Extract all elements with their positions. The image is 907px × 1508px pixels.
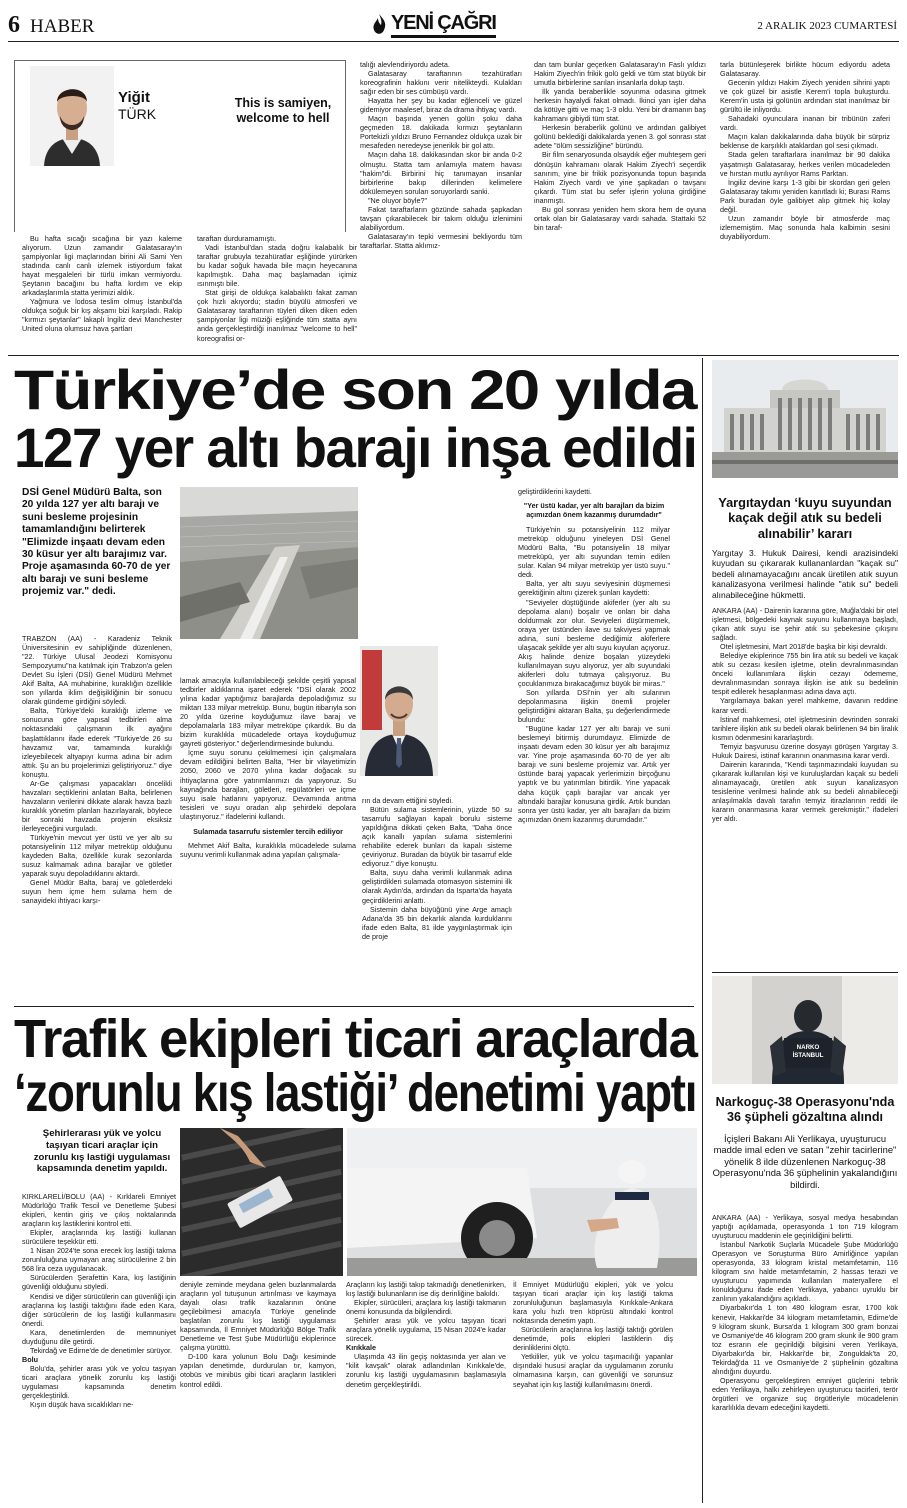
- paragraph: Temyiz başvurusu üzerine dosyayı görüşen Yargıtay 3. Hukuk Dairesi, istinaf kararının onanmasına karar verdi.: [712, 741, 898, 760]
- author-photo: [30, 66, 114, 166]
- side1-headline: Yargıtaydan ‘kuyu suyundan kaçak değil atık su bedeli alınabilir’ kararı: [718, 495, 892, 541]
- story1-col-3: [362, 796, 512, 1002]
- paragraph: Kışın düşük hava sıcaklıkları ne-: [30, 1400, 134, 1410]
- paragraph: Balta, suyu daha verimli kullanmak adına geliştirdikleri sulamada otomasyon sistemini ilk olarak Aydın'da, ardından da Isparta'da hayata geçirdiklerini anlattı.: [362, 868, 512, 905]
- paragraph: Maçın kalan dakikalarında daha büyük bir sürpriz beklense de karşılıklı ataklardan gol sesi çıkmadı.: [720, 132, 890, 151]
- paragraph: Genel Müdür Balta, baraj ve göletlerdeki suyun hem içme hem sulama hem de sanayideki ihtiyacı karşı-: [22, 878, 172, 906]
- story1-col-1: [22, 634, 172, 1002]
- paragraph: Hayatta her şey bu kadar eğlenceli ve güzel gidemiyor maalesef, biraz da drama ihtiyaç vardı.: [360, 96, 522, 115]
- paragraph: Yargılamaya bakan yerel mahkeme, davanın reddine karar verdi.: [712, 696, 898, 715]
- story2-col-2: [180, 1280, 336, 1503]
- paragraph: taraftarı durduramamıştı.: [197, 234, 277, 243]
- author-first-name: Yiğit: [118, 89, 150, 106]
- paragraph: D-100 kara yolunun Bolu Dağı kesiminde yapılan denetimde, durdurulan tır, kamyon, otobüs ve minibüs gibi ticari araçların lastikleri kontrol edildi.: [180, 1352, 336, 1389]
- author-last-name: TÜRK: [118, 106, 157, 122]
- paragraph: İngiliz devine karşı 1-3 gibi bir skordan geri gelen Galatasaray takımı yeniden kanıtladı ki; Burası Rams Park buradan öyle galibiyet alıp gitmek hiç kolay değil.: [720, 177, 890, 214]
- story2-spot: Şehirlerarası yük ve yolcu taşıyan ticari araçlar için zorunlu kış lastiği uygulaması kapsamında denetim yapıldı.: [33, 1128, 171, 1175]
- page-number: 6: [8, 12, 20, 38]
- paragraph: Kara, denetimlerden de memnuniyet duyduğunu dile getirdi.: [22, 1327, 176, 1346]
- side-vertical-rule: [702, 358, 703, 1503]
- paragraph: Herkesin beraberlik golünü ve ardından galibiyet golünü beklediği dakikalarda yenen 3. gol sonrası stat adete "ölüm sessizliğine" büründü.: [534, 123, 706, 151]
- paragraph: Sahadaki oyunculara inanan bir tribünün zaferi vardı.: [720, 114, 890, 133]
- paragraph: Sistemin daha büyüğünü yine Arge amaçlı Adana'da 35 bin dekarlık alanda kurduklarını ifade eden Balta, 81 ilde yaygınlaştırmak için de proje: [362, 904, 512, 941]
- side2-police-photo: [712, 976, 898, 1084]
- story2-col-4: [513, 1280, 673, 1503]
- paragraph: Stada gelen taraftarlara inanılmaz bir 90 dakika yaşatmıştı Galatasaray, herkes verilen mücadeleden ve hırstan mutlu ayrılıyor Rams Parktan.: [720, 150, 890, 178]
- paragraph: 1 Nisan 2024'te sona erecek kış lastiği takma zorunluluğuna uymayan araç sürücülerine 2 bin 568 lira ceza uygulanacak.: [22, 1246, 176, 1274]
- paragraph: KIRKLARELİ/BOLU (AA) - Kırklareli Emniyet Müdürlüğü Trafik Tescil ve Denetleme Şubesi ekipleri, kentin giriş ve çıkış noktalarında araçların kış lastiklerini kontrol etti.: [22, 1192, 176, 1229]
- column-col-5: [720, 60, 890, 352]
- paragraph: Bolu'da, şehirler arası yük ve yolcu taşıyan ticari araçlara yönelik zorunlu kış lastiği uygulaması kapsamında denetim gerçekleştirildi.: [22, 1363, 176, 1401]
- paragraph: Bir film senaryosunda olsaydık eğer muhteşem geri dönüşün kahramanı olarak Hakim Ziyech'i seçerdik sanırım, yine bir frikik pozisyonunda topun başında Hakim Ziyech vardı ve yine şapkadan o tavşanı çıkardı. Tüm stat bu sefer işlerin yoluna girdiğine inanmıştı.: [534, 150, 706, 205]
- paragraph: Otel işletmesini, Mart 2018'de başka bir kişi devraldı.: [720, 642, 888, 652]
- paragraph: Operasyonu gerçekleştiren emniyet güçlerini tebrik eden Yerlikaya, halkı zehirleyen uyuşturucu tacirleri, terör örgütleri ve organize suç örgütleriyle mücadelenin kararlılıkla devam edeceğini kaydetti.: [712, 1375, 898, 1412]
- story1-subhead-1: Sulamada tasarrufu sistemler tercih ediliyor: [193, 826, 343, 836]
- paragraph: lamak amacıyla kullanılabileceği şekilde çeşitli yapısal tedbirler aldıklarına işaret ederek "DSİ olarak 2002 yılına kadar yaptığımız barajlarda depoladığımız su miktarı 133 milyar metreküp. Bunu, bugün itibarıyla son 20 yılda üzerine koyduğumuz ilave baraj ve depolamalarla 183 milyar metreküpe çıkardık. Bu da bizim kuraklıkla mücadelede ortaya koyduğumuz gayreti gösteriyor." değerlendirmesinde bulundu.: [180, 676, 356, 749]
- paragraph: talığı alevlendiriyordu adeta.: [360, 60, 450, 69]
- logo-text: YENİ ÇAĞRI: [391, 12, 496, 38]
- paragraph: Ulaşımda 43 ilin geçiş noktasında yer alan ve "kilit kavşak" olarak adlandırılan Kırıkkale'de, zorunlu kış lastiği uygulamasının başlamasıyla denetim gerçekleştirildi.: [346, 1352, 506, 1389]
- paragraph: Uzun zamandır böyle bir atmosferde maç izlememiştim. Maç sonunda hala kalbimin sesini duyabiliyordum.: [720, 213, 890, 241]
- paragraph: Balta, Türkiye'deki kuraklığı izleme ve sonucuna göre yapısal tedbirleri alma noktasındaki çalışmanın ilk ayağını başlattıklarını ifade ederek "Türkiye'de 26 su havzamız var, tamamında kuraklığı izleyebilecek altyapıyı kurma adına bir adım attık. Şu an bu projelerimizi geliştiriyoruz." diye konuştu.: [22, 706, 172, 779]
- side1-spot: Yargıtay 3. Hukuk Dairesi, kendi arazisindeki kuyudan su çıkararak kullananlardan "kaçak su" bedeli alınamayacağını ancak üretilen atık suyun kanalizasyona verilmesi halinde "atık su" bedeli alınabileceğine hükmetti.: [712, 548, 898, 600]
- paragraph: Araçların kış lastiği takıp takmadığı denetlenirken, kış lastiği bulunanların ise diş derinliğine bakıldı.: [346, 1280, 506, 1299]
- column-col-3: [360, 60, 522, 352]
- paragraph: Maçın başında yenen golün şoku daha geçmeden 18. dakikada kırmızı şeytanların Portekizli yıldızı Bruno Fernandez oldukça uzak bir mesafeden neredeyse jenerikik bir gol attı.: [360, 114, 522, 151]
- column-title: This is samiyen, welcome to hell: [234, 96, 332, 125]
- paragraph: Yağmura ve lodosa teslim olmuş İstanbul'da oldukça soğuk bir kış akşamı bizi karşıladı. Rakip "kırmızı şeytanlar" lakaplı İngiliz devi Manchester United oluna olumsuz hava şartları: [22, 297, 182, 334]
- paragraph: Maçın daha 18. dakikasından skor bir anda 0-2 olmuştu. Statta tam anlamıyla matem havası "hakim"di. Birbirini hiç tanımayan insanlar birbirlerine bakıp dillerinden kelimelere dökülemeyen soruları soruyorlardı sanki.: [360, 150, 522, 196]
- paragraph: İlk yarıda beraberlikle soyunma odasına gitmek herkesin hayalydi fakat olmadı. İkinci yarı işler daha da kötüye gitti ve maç 1-3 oldu. Yeni bir dramanın baş kahramanı gibiydi tüm stat.: [534, 87, 706, 124]
- paragraph: Sürücülerden Şerafettin Kara, kış lastiğinin güvenliği olduğunu söyledi.: [22, 1273, 176, 1292]
- story2-headline-line1: Trafik ekipleri ticari araçlarda: [14, 1009, 697, 1069]
- paragraph: İstinaf mahkemesi, otel işletmesinin devrinden sonraki tarihlere ilişkin atık su bedeli olarak belirlenen 94 bin liralık kısmın ödenmesini kararlaştırdı.: [712, 714, 898, 742]
- section-divider: [8, 355, 899, 356]
- paragraph: Mehmet Akif Balta, kuraklıkla mücadelede sulama suyunu verimli kullanmak adına yapılan çalışmala-: [180, 840, 356, 859]
- paragraph: Galatasaray'ın tepki vermesini bekliyordu tüm taraftarlar. Statta aklımız-: [360, 231, 522, 250]
- paragraph: Balta, yer altı suyu seviyesinin düşmemesi gerektiğinin altını çizerek şunları kaydetti:: [518, 579, 670, 598]
- side2-body: [712, 1213, 898, 1503]
- masthead-rule: [8, 41, 899, 42]
- paragraph: dan tam bunlar geçerken Galatasaray'ın Faslı yıldızı Hakim Ziyech'in frikik golü geldi ve tüm stat büyük bir umutla birbirlerine sarılan insanlarla dolup taştı.: [534, 60, 706, 88]
- side2-spot: İçişleri Bakanı Ali Yerlikaya, uyuşturucu madde imal eden ve satan "zehir tacirlerine" yönelik 8 ilde düzenlenen Narkoguç-38 Operasyonu'nda 36 şüphelinin yakalandığını bildirdi.: [712, 1133, 898, 1190]
- story1-spot: DSİ Genel Müdürü Balta, son 20 yılda 127 yer altı barajı ve suni besleme projesinin tamamlandığını belirterek "Elimizde inşaatı devam eden 30 küsur yer altı barajımız var. Proje aşamasında 60-70 de yer altı barajı ve suni besleme projemiz var." dedi.: [22, 487, 171, 598]
- paragraph: Dairenin kararında, "Kendi taşınmazındaki kuyudan su çıkararak kullanılan kişi ve kuruluşlardan kaçak su bedeli alınamayacağı, üretilen atık suyun kanalizasyon tesislerine verilmesi halinde atık su bedeli alınabileceği anlaşılmakla davalı tarafın temyiz itirazlarının reddi ile kararın onanmasına karar vermek gerekmiştir." ifadeleri yer aldı.: [712, 759, 898, 824]
- paragraph: Bütün sulama sistemlerinin, yüzde 50 su tasarrufu sağlayan kapalı borulu sisteme yapıldığına dikkati çeken Balta, "Daha önce açık kanallı yapılan sulama sistemlerini rehabilite ederek bunları da kapalı sisteme çeviriyoruz. Buradan da büyük bir tasarruf elde ediyoruz." diye konuştu.: [362, 805, 512, 869]
- paragraph: Bu hafta sıcağı sıcağına bir yazı kaleme alıyorum. Uzun zamandır Galatasaray'ın şampiyonlar ligi maçlarından birini Ali Sami Yen stadında canlı canlı izlemek istiyordum fakat hayat meşgaleleri bir türlü imkan vermiyordu. Şeytanın bacağını bu hafta kırdım ve ekip arkadaşlarımla statta yerimizi aldık.: [22, 234, 182, 298]
- story1-col-2: [180, 676, 356, 1002]
- story1-headline-line1: Türkiye’de son 20 yılda: [14, 358, 696, 421]
- issue-date: 2 ARALIK 2023 CUMARTESİ: [757, 20, 897, 32]
- story2-tire-gauge-photo: [180, 1128, 343, 1276]
- paragraph: Yetkililer, yük ve yolcu taşımacılığı yapanlar dışındaki hususi araçlar da uygulamanın zorunlu olmamasına karşın, can güvenliği ve sorunsuz seyahat için kış lastiği kullanılmasını önerdi.: [513, 1352, 673, 1389]
- paragraph: Türkiye'nin mevcut yer üstü ve yer altı su potansiyelinin 112 milyar metreküp olduğunu kaydeden Balta, özellikle kurak sezonlarda susuz kalmamak adına barajlar ve göletler yaparak suyu depoladıklarını aktardı.: [22, 833, 172, 879]
- paragraph: "Ne oluyor böyle?": [368, 195, 428, 205]
- story1-col-4: [518, 487, 670, 1002]
- story1-portrait-photo: [360, 646, 438, 776]
- side2-vest-label: NARKO İSTANBUL: [792, 1044, 824, 1059]
- paragraph: Ekipler, sürücüleri, araçlara kış lastiği takmanın önemi konusunda da bilgilendirdi.: [346, 1298, 506, 1317]
- story2-subhead-kirikkale: Kırıkkale: [346, 1343, 376, 1353]
- paragraph: Galatasaray taraftarının tezahüratları koreografinin hakkını verir nitelikteydi. Kulakları sağır eden bir ses cümbüşü vardı.: [360, 69, 522, 97]
- side1-body: [712, 606, 898, 978]
- paragraph: deniyle zeminde meydana gelen buzlanmalarda araçların yol tutuşunun artırılması ve kaymaya dayalı olası trafik kazalarının önüne geçilebilmesi amacıyla Türkiye genelinde başlatılan zorunlu kış lastiği uygulaması kapsamında, İl Emniyet Müdürlüğü Bölge Trafik Denetleme ve Test Şube Müdürlüğü ekiplerince çalışma yürüttü.: [180, 1280, 336, 1353]
- paragraph: "Seviyeler düştüğünde akiferler (yer altı su depolama alanı) boşalır ve onları bir daha doldurmak zor olur. Seviyeleri düşürmemek, oraya yer üstünden ilave su takviyesi yapmak adına, suni besleme dediğimiz akiferlere ulaşacak şekilde yer altı suyu kuyuları açıyoruz. Akış halinde denize boşalan yüzeydeki kullanılmayan suyu alıyoruz, yer altı suyundaki akiferleri dolu tutmaya çalışıyoruz. Bu çocuklarımıza bırakacağımız büyük bir miras.": [518, 597, 670, 688]
- paragraph: Kendisi ve diğer sürücülerin can güvenliği için araçlarına kış lastiği taktığını ifade eden Kara, diğer sürücülerin de kış lastiği kullanmasını önerdi.: [22, 1291, 176, 1328]
- paragraph: Stat girişi de oldukça kalabalıktı fakat zaman çok hızlı akıyordu; stadın büyülü atmosferi ve Galatasaray taraftarının tüyleri diken diken eden şampiyonlar ligi müziği eşliğinde tüm statta aynı anda gerçekleştirdiği inanılmaz "welcome to hell" koreografisi or-: [197, 288, 357, 343]
- side2-headline: Narkoguç-38 Operasyonu'nda 36 şüpheli gözaltına alındı: [715, 1095, 895, 1125]
- paragraph: Vadi İstanbul'dan stada doğru kalabalık bir taraftar grubuyla tezahüratlar eşliğinde yürürken bu kadar soğuk havada bile maçın heyecanına kapılmıştık. Daha maç başlamadan içimiz ısınmıştı bile.: [197, 243, 357, 289]
- paragraph: İstanbul Narkotik Suçlarla Mücadele Şube Müdürlüğü Operasyon ve Soruşturma Büro Amirliğince yapılan operasyonda, 33 kilogram kristal metamfetamin, 116 kilogram sıvı halde metamfetamin, 2 hassas terazi ve uyuşturucu yapımında kullanılan materyallere el konulduğunu ifade eden Yerlikaya, yabancı uyruklu bir zanlının yakalandığını açıkladı.: [712, 1240, 898, 1304]
- paragraph: ANKARA (AA) - Yerlikaya, sosyal medya hesabından yaptığı açıklamada, operasyonda 1 ton 719 kilogram uyuşturucu maddenin ele geçirildiğini belirtti.: [712, 1213, 898, 1241]
- paragraph: Fakat taraftarların gözünde sahada şapkadan tavşan çıkarabilecek bir takım olduğu izlenimini alabiliyordum.: [360, 204, 522, 232]
- story1-aerial-photo: [180, 487, 358, 639]
- paragraph: rın da devam ettiğini söyledi.: [362, 796, 454, 805]
- paragraph: tarla bütünleşerek birlikte hücum ediyordu adeta Galatasaray.: [720, 60, 890, 79]
- column-col-4: [534, 60, 706, 352]
- paragraph: Diyarbakır'da 1 ton 480 kilogram esrar, 1700 kök kenevir, Hakkari'de 34 kilogram metamfetamin, Edirne'de 9 kilogram skunk, Bursa'da 1 kilogram 300 gram bonzai ve Osmaniye'de 46 kilogram 200 gram skunk ile 900 gram toz esrarın ele geçirildiği bilgisini veren Yerlikaya, Diyarbakır'da bir, Hakkari'de bir, Zonguldak'ta 20, Tekirdağ'da 11 ve Osmaniye'de 2 şüphelinin gözaltına alındığını duyurdu.: [712, 1303, 898, 1376]
- paragraph: İçme suyu sorunu çekilmemesi için çalışmalara devam edildiğini belirten Balta, "Her bir vilayetimizin 2050, 2060 ve 2070 yılına kadar doğacak su ihtiyaçlarına göre yatırımlarımızı da yapıyoruz. Su kaynağında barajları, göletleri, regülatörleri ve içme suyu isale hatlarını yapıyoruz. Devamında arıtma tesisleri ve suyu oradan alıp şehirdeki depolara ulaştırıyoruz." ifadelerini kullandı.: [180, 748, 356, 821]
- logo-flame-icon: [369, 13, 389, 37]
- section-name: HABER: [30, 16, 95, 37]
- column-col-2: [197, 234, 357, 352]
- paragraph: Sürücülerin araçlarına kış lastiği taktığı görülen denetimde, polis ekipleri lastiklerin diş derinliklerini ölçtü.: [513, 1325, 673, 1353]
- story1-headline-line2: 127 yer altı barajı inşa edildi: [14, 416, 697, 479]
- paragraph: geliştirdiklerini kaydetti.: [518, 487, 592, 496]
- paragraph: "Bugüne kadar 127 yer altı barajı ve suni beslemeyi bitirmiş durumdayız. Elimizde de inşaatı devam eden 30 küsur yer altı barajımız var. Yine proje aşamasında 60-70 de yer altı barajı ve suni besleme projemiz var. Artık yer üstünde baraj yapacak yerlerimizin birçoğunu yaptık ve bu yatırımları bitirdik. Yine yapacak daha küçük çaplı barajlar var ancak yer altındaki barajlar konusuna girdik. Artık bundan sonra yer üstü kadar, yer altı barajları da bizim açımızdan önem kazanmış durumdadır.": [518, 724, 670, 824]
- story2-col-3: [346, 1280, 506, 1503]
- paragraph: Bu gol sonrası yeniden hem skora hem de oyuna ortak olan bir Galatasaray vardı sahada. Stattaki 52 bin taraf-: [534, 204, 706, 232]
- paragraph: Belediye ekiplerince 755 bin lira atık su bedeli ve kaçak atık su cezası kesilen işletme, otelin devralınmasından önceki kullanımlara ilişkin cezayı ödememe, devralınmasından sonraya ilişkin ise atık su bedelinin tespit edilerek hesaplanması adına dava açtı.: [712, 651, 898, 697]
- story2-officer-photo: [347, 1128, 697, 1276]
- paragraph: Gecenin yıldızı Hakim Ziyech yeniden sihrini yaptı ve çok güzel bir asistle Kerem'i topla buluşturdu. Kerem'in usta işi golünün ardından stat inanılmaz bir gürültü ile inliyordu.: [720, 78, 890, 115]
- paragraph: Tekirdağ ve Edirne'de de denetimler sürüyor.: [30, 1345, 173, 1355]
- story1-subhead-2: "Yer üstü kadar, yer altı barajları da bizim açımızdan önem kazanmış durumdadır": [523, 501, 665, 520]
- paragraph: Türkiye'nin su potansiyelinin 112 milyar metreküp olduğunu yineleyen DSİ Genel Müdürü Balta, "Bu potansiyelin 18 milyar metreküpü, yer altı suyundan temin edilen sular. Kalan 94 milyar metreküp yer üstü suyu." dedi.: [518, 525, 670, 580]
- paragraph: Ekipler, araçlarında kış lastiği kullanan sürücülere teşekkür etti.: [22, 1228, 176, 1247]
- paragraph: Şehirler arası yük ve yolcu taşıyan ticari araçlara yönelik uygulama, 15 Nisan 2024'e kadar sürecek.: [346, 1316, 506, 1344]
- logo: [369, 12, 519, 38]
- story2-headline-line2: ‘zorunlu kış lastiği’ denetimi yaptı: [14, 1063, 697, 1123]
- paragraph: ANKARA (AA) - Dairenin kararına göre, Muğla'daki bir otel işletmesi, bölgedeki kaynak suyunu kullanmaya başladı, çıkan atık suyu ise şehir atık su şebekesine çıkışını sağladı.: [712, 606, 898, 643]
- column-col-1: [22, 234, 182, 352]
- section-divider: [14, 1006, 694, 1007]
- section-divider: [712, 972, 898, 973]
- story2-subhead-bolu: Bolu: [22, 1354, 38, 1364]
- paragraph: Ar-Ge çalışması yapacakları öncelikli havzaları seçtiklerini anlatan Balta, belirlenen havzaların verilerini dikkate alarak havza bazlı kuraklık yönetim planları hazırlayarak, böylece bir sonraki havzada projenin eksiksiz ilerleyeceğini vurguladı.: [22, 778, 172, 833]
- paragraph: İl Emniyet Müdürlüğü ekipleri, yük ve yolcu taşıyan ticari araçlar için kış lastiği takma zorunluluğunun başlamasıyla Kırıkkale-Ankara kara yolu hızlı tren köprüsü altındaki kontrol noktasında denetim yaptı.: [513, 1280, 673, 1326]
- side1-courthouse-photo: [712, 360, 898, 478]
- paragraph: TRABZON (AA) - Karadeniz Teknik Üniversitesinin ev sahipliğinde düzenlenen, "22. Türkiye Ulusal Jeodezi Komisyonu Sempozyumu"na katılmak için Trabzon'a gelen Devlet Su İşleri (DSİ) Genel Müdürü Mehmet Akif Balta, AA muhabirine, kuraklığın özellikle son yıllarda iklim değişikliğinin bir sonucu olarak gündeme girdiğini söyledi.: [22, 634, 172, 707]
- story2-col-1: [22, 1192, 176, 1503]
- paragraph: Son yıllarda DSİ'nin yer altı sularının depolanmasına ilişkin önemli projeler geliştirdiğini aktaran Balta, şu değerlendirmede bulundu:: [518, 687, 670, 725]
